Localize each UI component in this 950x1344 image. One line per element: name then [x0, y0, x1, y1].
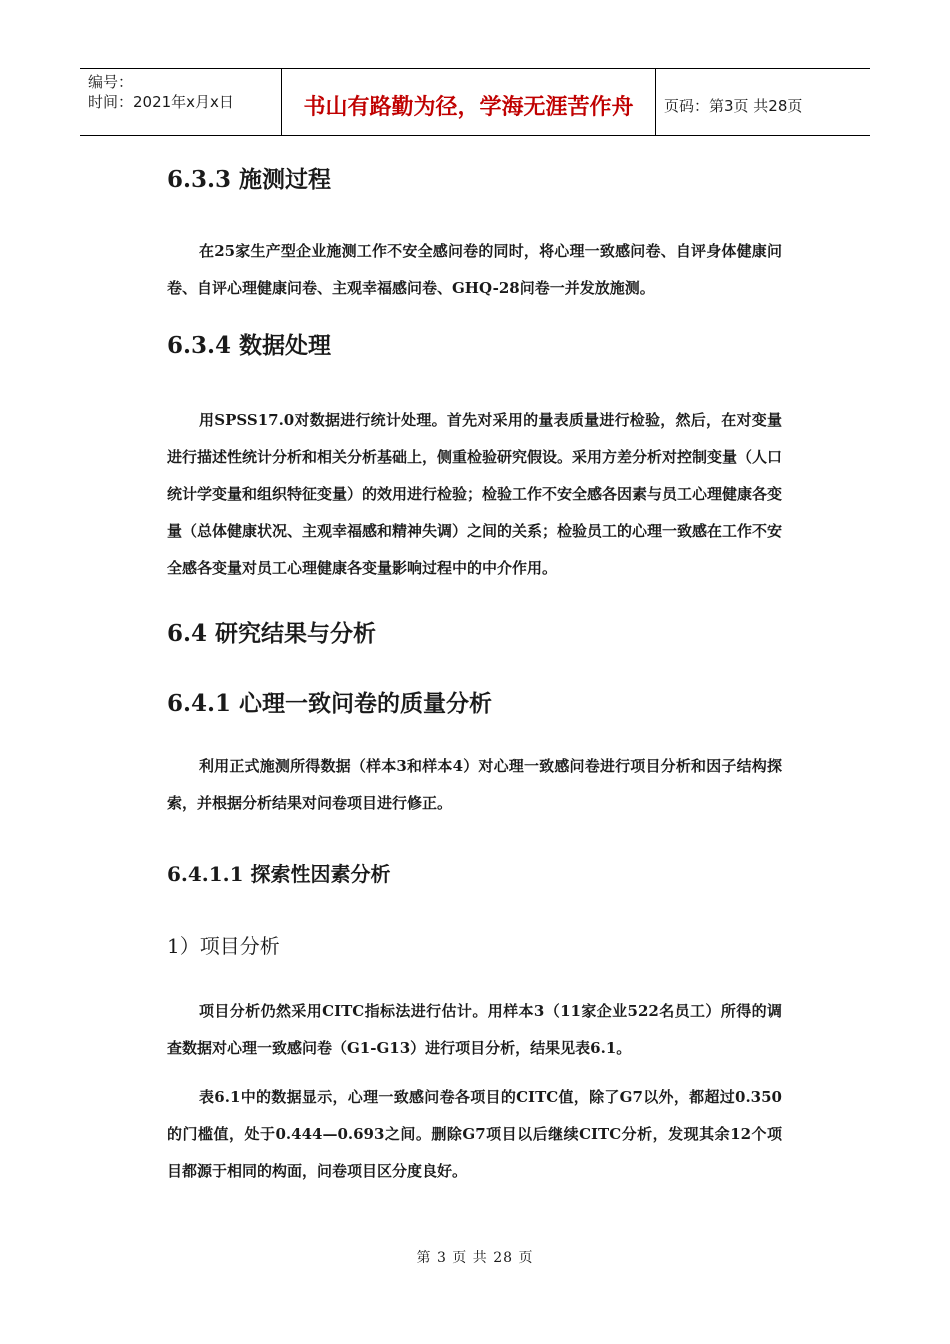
paragraph: 项目分析仍然采用CITC指标法进行估计。用样本3（11家企业522名员工）所得的调查数据对心理一致感问卷（G1-G13）进行项目分析，结果见表6.1。: [167, 1002, 782, 1057]
number-label: 编号：: [88, 73, 134, 91]
document-body: [167, 150, 782, 1190]
item-heading-1: 1）项目分析: [167, 934, 280, 958]
section-heading-6-4-1-1: 6.4.1.1 探索性因素分析: [167, 862, 391, 886]
header-motto: 书山有路勤为径，学海无涯苦作舟: [282, 69, 656, 135]
section-heading-6-3-4: 6.3.4 数据处理: [167, 332, 332, 359]
header-meta: [80, 69, 282, 135]
paragraph: 在25家生产型企业施测工作不安全感问卷的同时，将心理一致感问卷、自评身体健康问卷、自评心理健康问卷、主观幸福感问卷、GHQ-28问卷一并发放施测。: [167, 242, 782, 297]
page-header: [80, 68, 870, 136]
page-footer: 第 3 页 共 28 页: [416, 1250, 534, 1266]
section-heading-6-4: 6.4 研究结果与分析: [167, 620, 377, 647]
section-heading-6-4-1: 6.4.1 心理一致问卷的质量分析: [167, 690, 493, 717]
paragraph: 表6.1中的数据显示，心理一致感问卷各项目的CITC值，除了G7以外，都超过0.350的门槛值，处于0.444—0.693之间。删除G7项目以后继续CITC分析，发现其余12个项目都源于相同的构面，问卷项目区分度良好。: [167, 1088, 782, 1180]
section-heading-6-3-3: 6.3.3 施测过程: [167, 166, 332, 193]
header-page-info: 页码：第3页 共28页: [664, 96, 803, 115]
date-label: 时间：2021年x月x日: [88, 93, 234, 111]
paragraph: 用SPSS17.0对数据进行统计处理。首先对采用的量表质量进行检验，然后，在对变量进行描述性统计分析和相关分析基础上，侧重检验研究假设。采用方差分析对控制变量（人口统计学变量和组织特征变量）的效用进行检验；检验工作不安全感各因素与员工心理健康各变量（总体健康状况、主观幸福感和精神失调）之间的关系；检验员工的心理一致感在工作不安全感各变量对员工心理健康各变量影响过程中的中介作用。: [167, 411, 783, 577]
paragraph: 利用正式施测所得数据（样本3和样本4）对心理一致感问卷进行项目分析和因子结构探索，并根据分析结果对问卷项目进行修正。: [167, 757, 782, 812]
